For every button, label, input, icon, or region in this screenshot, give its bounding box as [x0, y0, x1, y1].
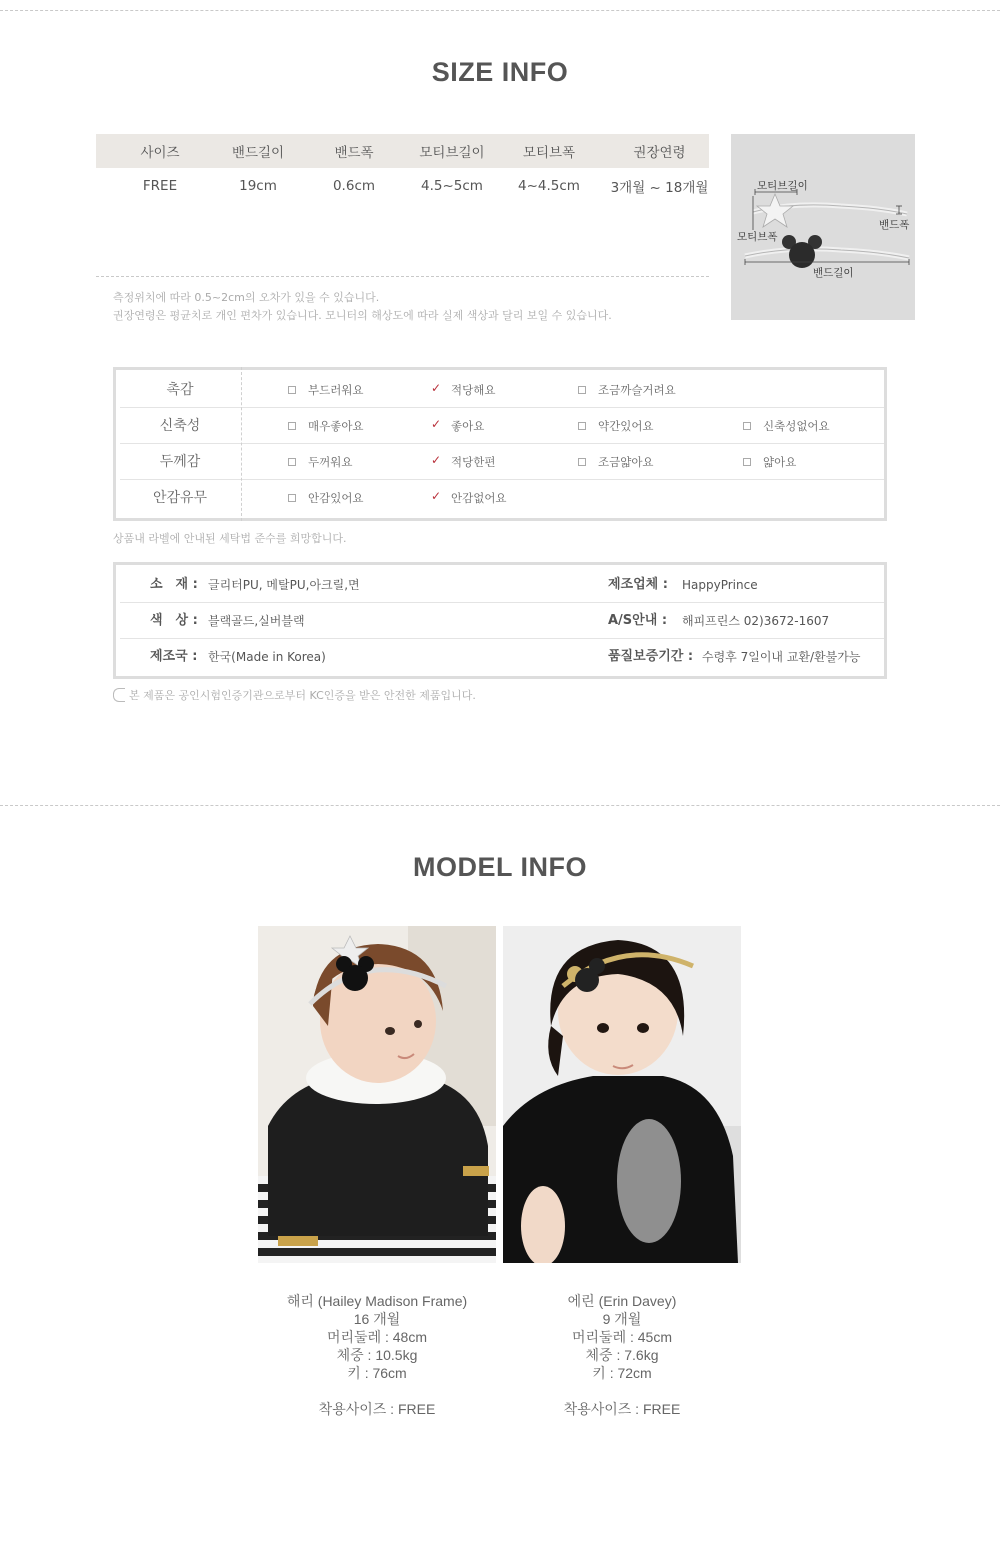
- checkbox-checked: ✓: [431, 452, 442, 467]
- option-lining-no: ✓ 안감없어요: [431, 480, 507, 516]
- model-photo-hailey: [258, 926, 496, 1263]
- warranty-label: 품질보증기간 :: [608, 649, 694, 664]
- kc-mark-icon: [113, 688, 125, 702]
- model-weight: 체중 : 7.6kg: [585, 1347, 659, 1363]
- option-very-good: 매우좋아요: [288, 408, 364, 444]
- option-moderate: ✓ 적당해요: [431, 372, 495, 408]
- size-note-2: 권장연령은 평균치로 개인 편차가 있습니다. 모니터의 해상도에 따라 실제 색상과 달리 보일 수 있습니다.: [113, 309, 612, 322]
- checkbox-empty: [578, 422, 586, 430]
- care-note: 상품내 라벨에 안내된 세탁법 준수를 희망합니다.: [113, 532, 347, 545]
- model-head: 머리둘레 : 45cm: [572, 1329, 672, 1345]
- feel-label-lining: 안감유무: [152, 490, 208, 506]
- as-value: 해피프린스 02)3672-1607: [682, 614, 830, 628]
- material-row-1: [120, 567, 884, 603]
- feel-label-separator: [241, 367, 242, 521]
- feel-row-texture: [120, 372, 884, 408]
- feel-table: [113, 367, 887, 521]
- material-value: 글리터PU, 메탈PU,아크릴,면: [208, 578, 360, 592]
- value-motif-length: 4.5~5cm: [421, 178, 483, 194]
- maker-value: HappyPrince: [682, 578, 758, 592]
- size-info-title: SIZE INFO: [431, 57, 569, 87]
- as-label: A/S안내 :: [608, 613, 668, 628]
- feel-row-thickness: [120, 444, 884, 480]
- header-motif-width: 모티브폭: [522, 145, 576, 161]
- option-slightly-rough: 조금까슬거려요: [578, 372, 676, 408]
- value-band-width: 0.6cm: [332, 178, 376, 194]
- material-table: [113, 562, 887, 679]
- maker-label: 제조업체 :: [608, 577, 668, 592]
- header-size: 사이즈: [140, 145, 180, 161]
- feel-row-lining: [120, 480, 884, 516]
- checkbox-empty: [578, 386, 586, 394]
- origin-label: 제조국 :: [150, 649, 198, 664]
- feel-row-elasticity: [120, 408, 884, 444]
- checkbox-checked: ✓: [431, 488, 442, 503]
- checkbox-empty: [288, 458, 296, 466]
- model-wear-size: 착용사이즈 : FREE: [318, 1401, 436, 1417]
- size-diagram: [731, 134, 915, 320]
- value-size: FREE: [142, 178, 178, 194]
- model-name: 에린 (Erin Davey): [567, 1293, 677, 1309]
- model-weight: 체중 : 10.5kg: [336, 1347, 418, 1363]
- option-soft: 부드러워요: [288, 372, 364, 408]
- value-motif-width: 4~4.5cm: [518, 178, 580, 194]
- top-divider: [0, 10, 1000, 11]
- checkbox-checked: ✓: [431, 416, 442, 431]
- material-label: 소 재 :: [150, 577, 198, 592]
- header-band-width: 밴드폭: [334, 145, 374, 161]
- model-info-erin: [503, 1292, 741, 1418]
- size-table: [96, 134, 709, 204]
- feel-label-thickness: 두께감: [159, 454, 201, 470]
- checkbox-checked: ✓: [431, 380, 442, 395]
- option-none: 신축성없어요: [743, 408, 830, 444]
- header-band-length: 밴드길이: [231, 145, 285, 161]
- color-value: 블랙골드,실버블랙: [208, 614, 305, 628]
- model-name: 해리 (Hailey Madison Frame): [286, 1293, 468, 1309]
- value-age: 3개월 ~ 18개월: [610, 180, 709, 196]
- model-height: 키 : 76cm: [347, 1365, 407, 1381]
- diagram-band-width-label: 밴드폭: [879, 219, 910, 231]
- checkbox-empty: [288, 386, 296, 394]
- size-table-header: [96, 134, 709, 168]
- model-info-title: MODEL INFO: [412, 852, 587, 882]
- value-band-length: 19cm: [239, 178, 277, 194]
- size-note-1: 측정위치에 따라 0.5~2cm의 오차가 있을 수 있습니다.: [113, 291, 380, 304]
- diagram-motif-width-label: 모티브폭: [737, 231, 778, 243]
- color-label: 색 상 :: [150, 613, 198, 628]
- header-age: 권장연령: [633, 145, 686, 161]
- option-lining-yes: 안감있어요: [288, 480, 364, 516]
- warranty-value: 수령후 7일이내 교환/환불가능: [702, 650, 861, 664]
- option-thin: 얇아요: [743, 444, 796, 480]
- model-age: 16 개월: [353, 1311, 401, 1327]
- model-age: 9 개월: [602, 1311, 642, 1327]
- size-table-divider: [96, 276, 709, 277]
- feel-label-elasticity: 신축성: [159, 418, 201, 434]
- checkbox-empty: [288, 422, 296, 430]
- feel-label-texture: 촉감: [166, 382, 194, 398]
- kc-note: 본 제품은 공인시험인증기관으로부터 KC인증을 받은 안전한 제품입니다.: [113, 687, 476, 703]
- model-info-hailey: [258, 1292, 496, 1418]
- diagram-motif-length-label: 모티브길이: [757, 180, 808, 192]
- checkbox-empty: [288, 494, 296, 502]
- option-moderate-thickness: ✓ 적당한편: [431, 444, 495, 480]
- diagram-band-length-label: 밴드길이: [813, 267, 854, 279]
- checkbox-empty: [743, 422, 751, 430]
- section-divider: [0, 805, 1000, 806]
- size-notes: [113, 289, 612, 325]
- origin-value: 한국(Made in Korea): [208, 650, 326, 664]
- checkbox-empty: [578, 458, 586, 466]
- material-row-3: [120, 639, 884, 675]
- model-photo-erin: [503, 926, 741, 1263]
- size-table-row: [96, 168, 709, 204]
- option-thick: 두꺼워요: [288, 444, 352, 480]
- material-row-2: [120, 603, 884, 639]
- option-good: ✓ 좋아요: [431, 408, 484, 444]
- checkbox-empty: [743, 458, 751, 466]
- option-slightly-thin: 조금얇아요: [578, 444, 654, 480]
- model-head: 머리둘레 : 48cm: [327, 1329, 427, 1345]
- option-some: 약간있어요: [578, 408, 654, 444]
- header-motif-length: 모티브길이: [419, 145, 485, 161]
- model-wear-size: 착용사이즈 : FREE: [563, 1401, 681, 1417]
- model-height: 키 : 72cm: [592, 1365, 652, 1381]
